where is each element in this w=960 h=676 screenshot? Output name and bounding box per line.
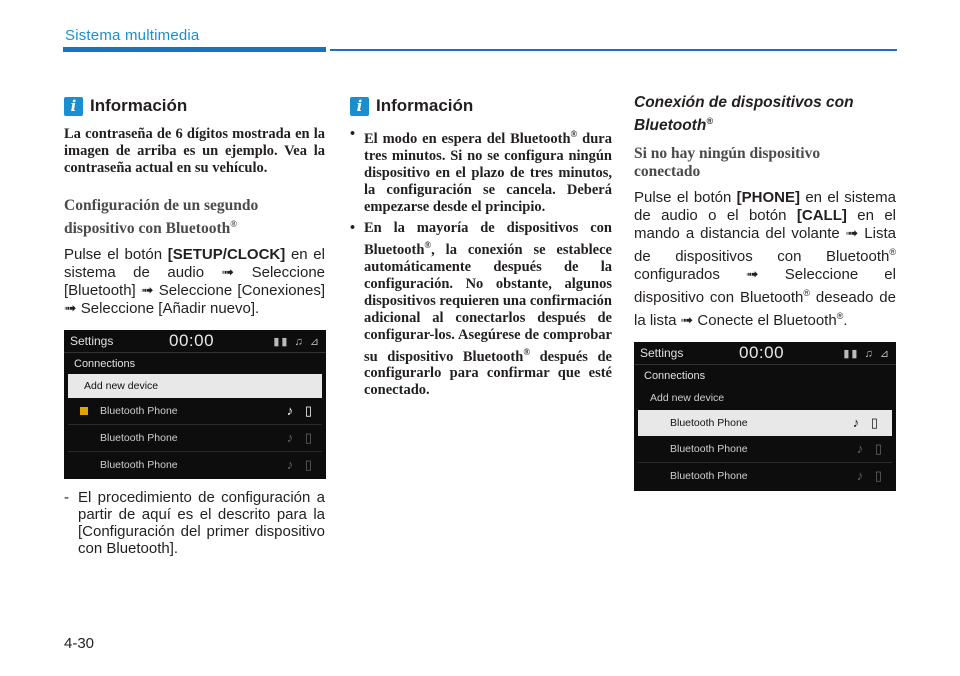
info-title: Información xyxy=(376,96,474,115)
screenshot-device-list xyxy=(634,342,896,491)
info-heading-2 xyxy=(350,96,612,116)
info-icon: i xyxy=(350,97,369,116)
device-icons: ♪ ▯ xyxy=(286,457,316,473)
info-title: Información xyxy=(90,96,188,115)
bullet-auto-connect: • En la mayoría de dispositivos con Bluetooth®, la conexión se establece automáticamente después de la configuración. No obstante, algunos dispositivos requieren una confirmación adicional al conectarlos después de configurar-los. Asegúrese de comprobar su dispositivo Bluetooth® después de configurarlo para confirmar que esté conectado. xyxy=(350,220,612,400)
bluetooth-phone-row-2[interactable]: Bluetooth Phone ♪ ▯ xyxy=(100,430,316,446)
device-icons: ♪ ▯ xyxy=(286,430,316,446)
subheading-second-device: Configuración de un segundo dispositivo con Bluetooth® xyxy=(64,197,259,238)
screen-clock: 00:00 xyxy=(739,343,785,363)
screen-status-bar xyxy=(64,330,326,353)
device-icons: ♪ ▯ xyxy=(856,441,886,457)
screen-title: Settings xyxy=(70,334,114,349)
info-bullets xyxy=(350,126,612,399)
device-icons: ♪ ▯ xyxy=(286,403,316,419)
info-heading-1 xyxy=(64,96,325,116)
status-icons: ▮▮ ♫ ⊿ xyxy=(273,335,321,348)
add-new-device-row[interactable]: Add new device xyxy=(68,374,322,398)
screenshot-connections-menu xyxy=(64,330,326,479)
page-number: 4-30 xyxy=(64,635,95,652)
screen-clock: 00:00 xyxy=(169,331,215,351)
instructions-connect: Pulse el botón [PHONE] en el sistema de audio o el botón [CALL] en el mando a distancia del volante ➟ Lista de dispositivos con Bluetooth® configurados ➟ Seleccione el dispositivo con Bluetooth® deseado de la lista ➟ Conecte el Bluetooth®. xyxy=(634,189,896,330)
header-rule-thin xyxy=(330,49,897,51)
column-1 xyxy=(64,96,325,557)
bluetooth-phone-row-1[interactable]: Bluetooth Phone ♪ ▯ xyxy=(638,410,892,436)
header-rule-thick xyxy=(63,47,326,52)
connections-header: Connections xyxy=(74,357,136,370)
bluetooth-phone-row-2[interactable]: Bluetooth Phone ♪ ▯ xyxy=(670,441,886,457)
subheading-no-device: Si no hay ningún dispositivo conectado xyxy=(634,145,821,181)
instructions-second-device: Pulse el botón [SETUP/CLOCK] en el sistema de audio ➟ Seleccione [Bluetooth] ➟ Seleccione [Conexiones] ➟ Seleccione [Añadir nuevo]. xyxy=(64,246,325,318)
column-2 xyxy=(350,96,612,403)
info-icon: i xyxy=(64,97,83,116)
column-3 xyxy=(634,94,896,491)
connections-header: Connections xyxy=(644,369,706,382)
info-text-password: La contraseña de 6 dígitos mostrada en la imagen de arriba es un ejemplo. Vea la contraseña actual en su vehículo. xyxy=(64,126,325,176)
bluetooth-phone-row-3[interactable]: Bluetooth Phone ♪ ▯ xyxy=(100,457,316,473)
status-icons: ▮▮ ♫ ⊿ xyxy=(843,347,891,360)
screen-title: Settings xyxy=(640,346,684,361)
device-icons: ♪ ▯ xyxy=(856,468,886,484)
bluetooth-phone-row-3[interactable]: Bluetooth Phone ♪ ▯ xyxy=(670,468,886,484)
device-icons: ♪ ▯ xyxy=(852,415,882,431)
connected-marker xyxy=(80,407,88,415)
section-title: Sistema multimedia xyxy=(65,27,200,44)
procedure-note: - El procedimiento de configuración a partir de aquí es el descrito para la [Configuración del primer dispositivo con Bluetooth]. xyxy=(64,489,325,557)
screen-status-bar xyxy=(634,342,896,365)
add-new-device-row[interactable]: Add new device xyxy=(650,392,725,405)
heading-connect-devices: Conexión de dispositivos con Bluetooth® xyxy=(634,94,854,135)
bullet-standby: • El modo en espera del Bluetooth® dura tres minutos. Si no se configura ningún dispositivo en el plazo de tres minutos, la configuración se cancela. Deberá empezarse desde el principio. xyxy=(350,126,612,216)
bluetooth-phone-row-1[interactable]: Bluetooth Phone ♪ ▯ xyxy=(64,398,326,424)
